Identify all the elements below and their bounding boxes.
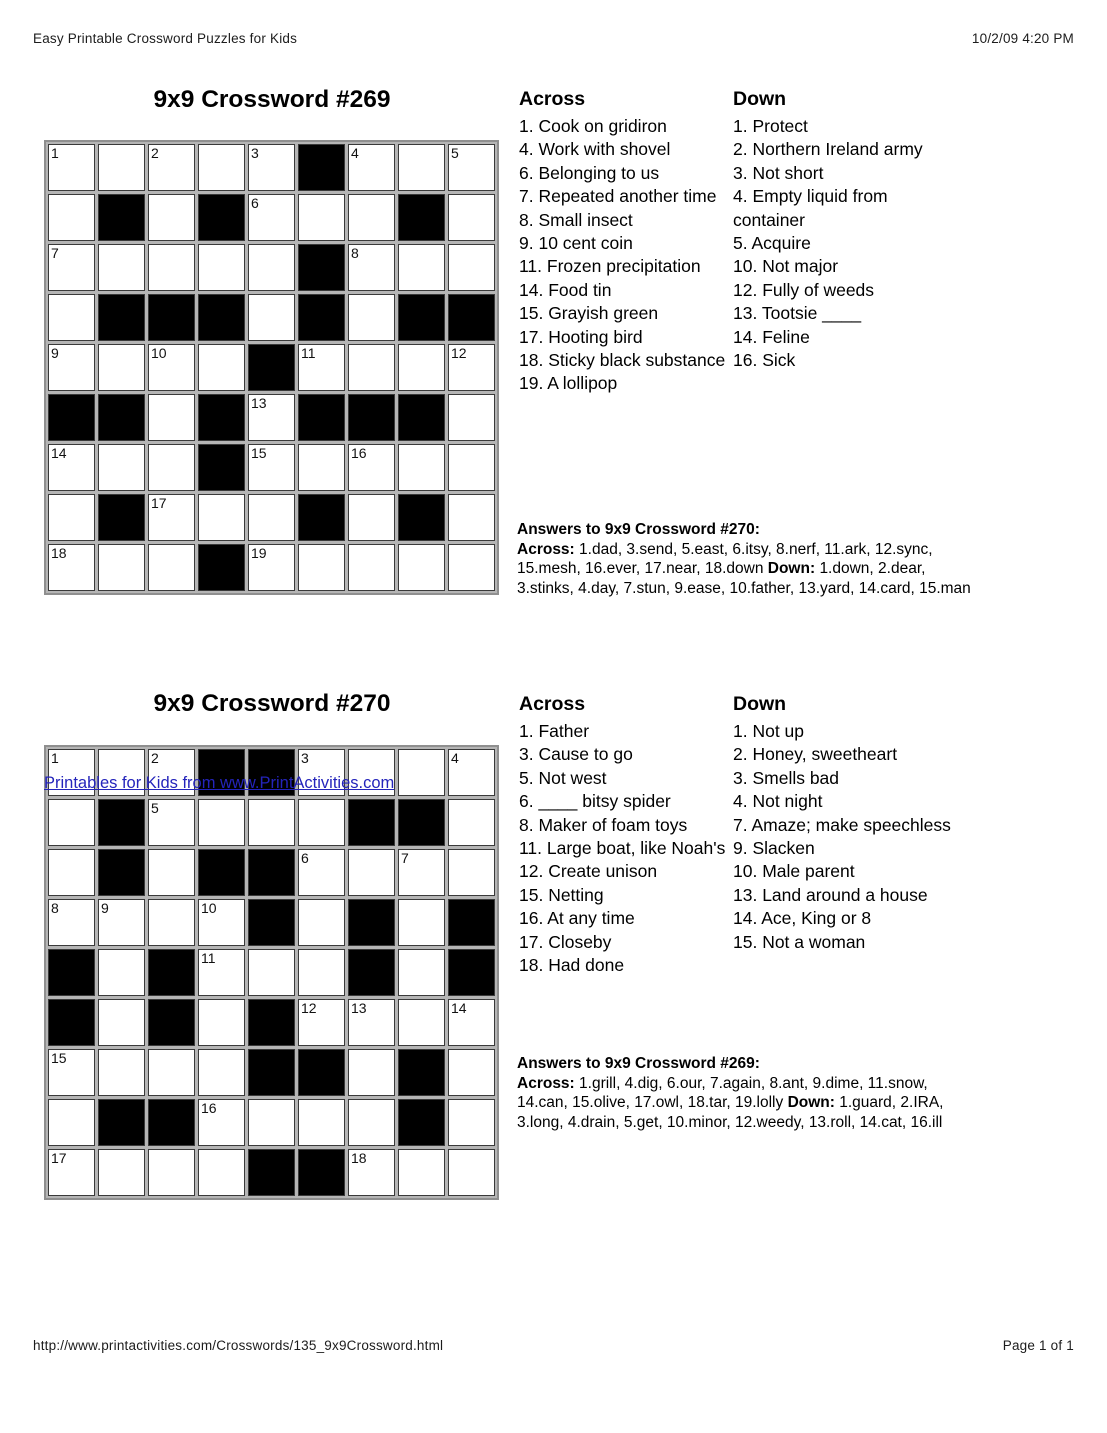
black-cell: [398, 494, 445, 541]
black-cell: [98, 294, 145, 341]
white-cell: [148, 244, 195, 291]
clue-item: 4. Work with shovel: [519, 139, 671, 160]
answers-block-270: [517, 520, 975, 598]
white-cell: [448, 544, 495, 591]
black-cell: [48, 394, 95, 441]
clue-item: 19. A lollipop: [519, 373, 618, 394]
clue-item: 1. Protect: [733, 116, 808, 136]
clue-item: 18. Sticky black substance: [519, 350, 726, 371]
white-cell: [248, 949, 295, 996]
cell-number: 13: [351, 1000, 367, 1016]
clue-item: 10. Not major: [733, 256, 839, 277]
black-cell: [298, 394, 345, 441]
white-cell: [448, 244, 495, 291]
white-cell: [48, 1049, 95, 1096]
black-cell: [48, 949, 95, 996]
white-cell: [298, 949, 345, 996]
cell-number: 6: [301, 850, 309, 866]
black-cell: [248, 1149, 295, 1196]
black-cell: [398, 799, 445, 846]
crossword-grid-270: [44, 745, 499, 1200]
clue-item: 15. Not a woman: [733, 931, 866, 952]
white-cell: [98, 144, 145, 191]
clue-item: 7. Repeated another time: [519, 186, 717, 207]
cell-number: 2: [151, 145, 159, 161]
black-cell: [398, 294, 445, 341]
cell-number: 4: [351, 145, 359, 161]
white-cell: [148, 444, 195, 491]
cell-number: 7: [401, 850, 409, 866]
clue-item: 18. Had done: [519, 955, 625, 976]
white-cell: [448, 799, 495, 846]
white-cell: [148, 899, 195, 946]
white-cell: [198, 244, 245, 291]
white-cell: [448, 394, 495, 441]
across-header: Across: [519, 693, 586, 715]
clue-item: 12. Create unison: [519, 861, 658, 882]
clue-item: 8. Small insect: [519, 209, 633, 230]
clue-item: 6. Belonging to us: [519, 162, 660, 183]
white-cell: [348, 999, 395, 1046]
black-cell: [348, 394, 395, 441]
puzzle-270-across-column: [519, 693, 728, 977]
clue-item: 8. Maker of foam toys: [519, 814, 688, 835]
white-cell: [348, 849, 395, 896]
cell-number: 14: [451, 1000, 467, 1016]
white-cell: [198, 344, 245, 391]
white-cell: [198, 799, 245, 846]
white-cell: [348, 244, 395, 291]
white-cell: [48, 1149, 95, 1196]
white-cell: [98, 999, 145, 1046]
puzzle-270-down-column: [733, 693, 964, 954]
black-cell: [148, 1099, 195, 1146]
answers-down-text: 1.guard, 2.IRA, 3.long, 4.drain, 5.get, 10.minor, 12.weedy, 13.roll, 14.cat, 16.ill: [517, 1094, 944, 1131]
white-cell: [448, 444, 495, 491]
white-cell: [448, 344, 495, 391]
clue-item: 14. Feline: [733, 326, 810, 347]
clue-item: 13. Land around a house: [733, 884, 928, 905]
black-cell: [298, 294, 345, 341]
black-cell: [98, 494, 145, 541]
answers-down-label: Down:: [787, 1094, 835, 1112]
cell-number: 7: [51, 245, 59, 261]
white-cell: [298, 344, 345, 391]
black-cell: [98, 1099, 145, 1146]
white-cell: [198, 899, 245, 946]
white-cell: [348, 144, 395, 191]
black-cell: [398, 194, 445, 241]
black-cell: [198, 194, 245, 241]
cell-number: 18: [351, 1150, 367, 1166]
white-cell: [298, 544, 345, 591]
black-cell: [448, 899, 495, 946]
clue-item: 17. Hooting bird: [519, 326, 643, 347]
print-datetime: 10/2/09 4:20 PM: [971, 31, 1074, 46]
answers-text: [517, 1074, 975, 1133]
white-cell: [398, 899, 445, 946]
white-cell: [398, 749, 445, 796]
answers-across-label: Across:: [517, 1074, 575, 1092]
clue-item: 16. Sick: [733, 350, 796, 371]
white-cell: [248, 144, 295, 191]
clue-item: 3. Cause to go: [519, 744, 633, 765]
black-cell: [98, 394, 145, 441]
cell-number: 1: [51, 145, 59, 161]
black-cell: [198, 444, 245, 491]
black-cell: [148, 949, 195, 996]
clue-item: 2. Honey, sweetheart: [733, 744, 898, 765]
white-cell: [148, 849, 195, 896]
white-cell: [148, 194, 195, 241]
clue-item: 5. Not west: [519, 767, 607, 788]
document-title: Easy Printable Crossword Puzzles for Kids: [33, 31, 298, 46]
white-cell: [348, 344, 395, 391]
clue-item: 14. Ace, King or 8: [733, 908, 872, 929]
clue-item: 16. At any time: [519, 908, 635, 929]
white-cell: [98, 1049, 145, 1096]
footer-url: http://www.printactivities.com/Crosswords/135_9x9Crossword.html: [33, 1338, 444, 1353]
white-cell: [448, 999, 495, 1046]
black-cell: [298, 494, 345, 541]
white-cell: [398, 244, 445, 291]
clue-item: 12. Fully of weeds: [733, 279, 875, 300]
cell-number: 16: [201, 1100, 217, 1116]
white-cell: [98, 899, 145, 946]
down-header: Down: [733, 693, 787, 715]
black-cell: [248, 1049, 295, 1096]
white-cell: [48, 899, 95, 946]
cell-number: 12: [301, 1000, 317, 1016]
cell-number: 10: [151, 345, 167, 361]
clue-item: 2. Northern Ireland army: [733, 139, 923, 160]
white-cell: [148, 394, 195, 441]
across-clues-list: [519, 720, 728, 977]
cell-number: 8: [51, 900, 59, 916]
black-cell: [448, 949, 495, 996]
white-cell: [448, 494, 495, 541]
white-cell: [348, 294, 395, 341]
cell-number: 9: [51, 345, 59, 361]
white-cell: [48, 849, 95, 896]
clue-item: 15. Netting: [519, 884, 604, 905]
white-cell: [448, 144, 495, 191]
answers-across-text: 1.grill, 4.dig, 6.our, 7.again, 8.ant, 9.dime, 11.snow, 14.can, 15.olive, 17.owl, 18.tar, 19.lolly: [517, 1074, 928, 1112]
white-cell: [348, 1049, 395, 1096]
white-cell: [248, 544, 295, 591]
black-cell: [348, 899, 395, 946]
white-cell: [398, 999, 445, 1046]
cell-number: 19: [251, 545, 267, 561]
white-cell: [98, 344, 145, 391]
white-cell: [198, 1099, 245, 1146]
clue-item: 5. Acquire: [733, 233, 811, 254]
white-cell: [248, 799, 295, 846]
black-cell: [298, 1149, 345, 1196]
cell-number: 14: [51, 445, 67, 461]
black-cell: [248, 999, 295, 1046]
white-cell: [348, 444, 395, 491]
white-cell: [298, 194, 345, 241]
black-cell: [348, 799, 395, 846]
clue-item: 11. Frozen precipitation: [519, 256, 701, 277]
clue-item: 15. Grayish green: [519, 303, 659, 324]
white-cell: [148, 494, 195, 541]
black-cell: [248, 344, 295, 391]
white-cell: [48, 344, 95, 391]
white-cell: [448, 194, 495, 241]
clue-item: 3. Smells bad: [733, 767, 840, 788]
white-cell: [448, 849, 495, 896]
black-cell: [398, 1049, 445, 1096]
white-cell: [398, 144, 445, 191]
black-cell: [298, 1049, 345, 1096]
cell-number: 5: [151, 800, 159, 816]
cell-number: 8: [351, 245, 359, 261]
white-cell: [448, 1049, 495, 1096]
white-cell: [198, 1049, 245, 1096]
puzzle-269-down-column: [733, 88, 964, 372]
cell-number: 4: [451, 750, 459, 766]
white-cell: [398, 344, 445, 391]
black-cell: [198, 849, 245, 896]
cell-number: 3: [301, 750, 309, 766]
white-cell: [398, 1149, 445, 1196]
clue-item: 11. Large boat, like Noah's: [519, 838, 726, 859]
white-cell: [248, 1099, 295, 1146]
white-cell: [298, 444, 345, 491]
printactivities-link[interactable]: Printables for Kids from www.PrintActivities.com: [44, 774, 395, 792]
black-cell: [148, 294, 195, 341]
puzzle-269-across-column: [519, 88, 728, 396]
white-cell: [48, 544, 95, 591]
white-cell: [398, 849, 445, 896]
puzzle-270-title: 9x9 Crossword #270: [153, 690, 391, 717]
clue-item: 1. Father: [519, 721, 590, 741]
clue-item: 17. Closeby: [519, 931, 612, 952]
white-cell: [348, 1099, 395, 1146]
black-cell: [98, 799, 145, 846]
white-cell: [398, 544, 445, 591]
white-cell: [248, 244, 295, 291]
white-cell: [298, 999, 345, 1046]
white-cell: [148, 1149, 195, 1196]
white-cell: [348, 194, 395, 241]
cell-number: 2: [151, 750, 159, 766]
black-cell: [98, 849, 145, 896]
white-cell: [248, 294, 295, 341]
black-cell: [298, 244, 345, 291]
white-cell: [98, 444, 145, 491]
cell-number: 17: [51, 1150, 67, 1166]
answers-down-text: 1.down, 2.dear, 3.stinks, 4.day, 7.stun, 9.ease, 10.father, 13.yard, 14.card, 15.man: [517, 560, 971, 597]
black-cell: [398, 1099, 445, 1146]
clue-item: 10. Male parent: [733, 861, 855, 882]
black-cell: [48, 999, 95, 1046]
black-cell: [98, 194, 145, 241]
cell-number: 5: [451, 145, 459, 161]
clue-item: 14. Food tin: [519, 279, 612, 300]
cell-number: 6: [251, 195, 259, 211]
answers-block-269: [517, 1054, 975, 1132]
white-cell: [398, 949, 445, 996]
white-cell: [448, 1099, 495, 1146]
clue-item: 7. Amaze; make speechless: [733, 814, 951, 835]
black-cell: [248, 899, 295, 946]
white-cell: [98, 244, 145, 291]
cell-number: 16: [351, 445, 367, 461]
cell-number: 18: [51, 545, 67, 561]
black-cell: [298, 144, 345, 191]
white-cell: [448, 749, 495, 796]
clue-item: 9. 10 cent coin: [519, 233, 633, 254]
cell-number: 15: [251, 445, 267, 461]
black-cell: [198, 294, 245, 341]
white-cell: [198, 949, 245, 996]
white-cell: [48, 194, 95, 241]
across-header: Across: [519, 88, 586, 110]
white-cell: [98, 544, 145, 591]
white-cell: [48, 144, 95, 191]
cell-number: 10: [201, 900, 217, 916]
white-cell: [148, 544, 195, 591]
black-cell: [248, 849, 295, 896]
white-cell: [448, 1149, 495, 1196]
clue-item: 1. Cook on gridiron: [519, 116, 667, 136]
white-cell: [298, 899, 345, 946]
cell-number: 11: [201, 950, 216, 966]
black-cell: [148, 999, 195, 1046]
clue-item: 4. Not night: [733, 791, 823, 812]
answers-title: Answers to 9x9 Crossword #270:: [517, 521, 760, 538]
cell-number: 12: [451, 345, 467, 361]
white-cell: [48, 444, 95, 491]
white-cell: [148, 344, 195, 391]
white-cell: [198, 144, 245, 191]
clue-item: 1. Not up: [733, 721, 805, 741]
white-cell: [298, 849, 345, 896]
white-cell: [248, 394, 295, 441]
white-cell: [198, 1149, 245, 1196]
down-header: Down: [733, 88, 787, 110]
footer-page-number: Page 1 of 1: [1002, 1338, 1074, 1353]
clue-item: 9. Slacken: [733, 838, 815, 859]
answers-down-label: Down:: [767, 560, 816, 578]
white-cell: [148, 144, 195, 191]
black-cell: [398, 394, 445, 441]
white-cell: [248, 194, 295, 241]
answers-title: Answers to 9x9 Crossword #269:: [517, 1055, 760, 1072]
answers-across-text: 1.dad, 3.send, 5.east, 6.itsy, 8.nerf, 11.ark, 12.sync, 15.mesh, 16.ever, 17.near, 18.down: [517, 540, 933, 578]
cell-number: 11: [301, 345, 316, 361]
cell-number: 9: [101, 900, 109, 916]
down-clues-list: [733, 115, 964, 372]
down-clues-list: [733, 720, 964, 954]
white-cell: [48, 1099, 95, 1146]
white-cell: [248, 494, 295, 541]
black-cell: [348, 949, 395, 996]
white-cell: [148, 799, 195, 846]
across-clues-list: [519, 115, 728, 396]
white-cell: [48, 294, 95, 341]
crossword-grid-269: [44, 140, 499, 595]
black-cell: [198, 394, 245, 441]
white-cell: [48, 244, 95, 291]
puzzle-269-title: 9x9 Crossword #269: [153, 86, 391, 113]
white-cell: [98, 1149, 145, 1196]
cell-number: 17: [151, 495, 167, 511]
answers-across-label: Across:: [517, 540, 575, 558]
black-cell: [448, 294, 495, 341]
black-cell: [198, 544, 245, 591]
white-cell: [48, 799, 95, 846]
white-cell: [198, 999, 245, 1046]
white-cell: [298, 799, 345, 846]
clue-item: 3. Not short: [733, 162, 824, 183]
white-cell: [348, 1149, 395, 1196]
white-cell: [98, 949, 145, 996]
white-cell: [398, 444, 445, 491]
cell-number: 15: [51, 1050, 67, 1066]
cell-number: 1: [51, 750, 59, 766]
white-cell: [48, 494, 95, 541]
white-cell: [148, 1049, 195, 1096]
clue-item: 13. Tootsie ____: [733, 303, 862, 324]
answers-text: [517, 540, 975, 599]
white-cell: [348, 494, 395, 541]
white-cell: [298, 1099, 345, 1146]
clue-item: 4. Empty liquid from container: [733, 186, 888, 230]
cell-number: 13: [251, 395, 267, 411]
white-cell: [248, 444, 295, 491]
clue-item: 6. ____ bitsy spider: [519, 791, 671, 812]
white-cell: [348, 544, 395, 591]
cell-number: 3: [251, 145, 259, 161]
white-cell: [198, 494, 245, 541]
